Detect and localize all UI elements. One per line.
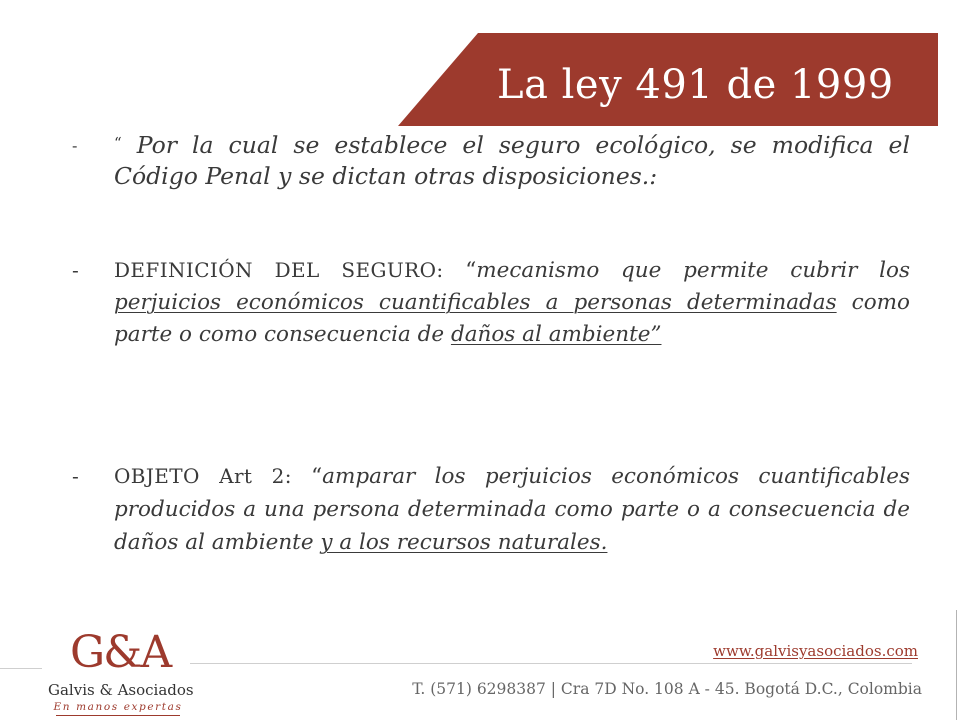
slide-title: La ley 491 de 1999 xyxy=(497,62,894,108)
bullet-item xyxy=(72,128,910,192)
definition-label: DEFINICIÓN DEL SEGURO: xyxy=(114,258,466,282)
bullet-content xyxy=(114,460,910,559)
objeto-text: amparar los perjuicios económicos cuantificables producidos a una persona determinada como parte o a consecuencia de daños al ambiente xyxy=(114,464,910,555)
bullet-marker: - xyxy=(72,464,79,488)
bullet-marker: - xyxy=(72,136,78,155)
definition-underlined-text: daños al ambiente” xyxy=(450,322,662,347)
bullet-item xyxy=(72,460,910,559)
bullet-content xyxy=(114,128,910,192)
footer-left-divider xyxy=(0,668,42,669)
contact-info: T. (571) 6298387 | Cra 7D No. 108 A - 45. Bogotá D.C., Colombia xyxy=(412,680,922,698)
quote-open: “ xyxy=(465,258,477,283)
title-banner xyxy=(0,0,960,130)
logo-mark: G&A xyxy=(70,627,171,678)
logo-tagline: En manos expertas xyxy=(53,701,183,713)
open-quote: “ xyxy=(114,134,122,152)
definition-underlined-text: perjuicios económicos cuantificables a personas determinadas xyxy=(114,290,837,315)
objeto-label: OBJETO Art 2: xyxy=(114,464,312,488)
logo-company-name: Galvis & Asociados xyxy=(48,681,194,699)
company-logo xyxy=(48,627,194,718)
right-edge-line xyxy=(956,610,957,720)
logo-tagline-rule xyxy=(56,715,180,716)
bullet-marker: - xyxy=(72,258,79,282)
bullet-content xyxy=(114,254,910,351)
definition-text: mecanismo que permite cubrir los xyxy=(476,258,910,283)
bullet-text: Por la cual se establece el seguro ecológico, se modifica el Código Penal y se dictan otras disposiciones.: xyxy=(114,131,910,190)
footer-divider xyxy=(190,663,912,664)
quote-open: “ xyxy=(311,464,323,489)
objeto-underlined-text: y a los recursos naturales. xyxy=(320,530,608,555)
bullet-item xyxy=(72,254,910,351)
website-link[interactable]: www.galvisyasociados.com xyxy=(713,642,918,660)
definition-text: como parte o como consecuencia de xyxy=(114,290,910,347)
